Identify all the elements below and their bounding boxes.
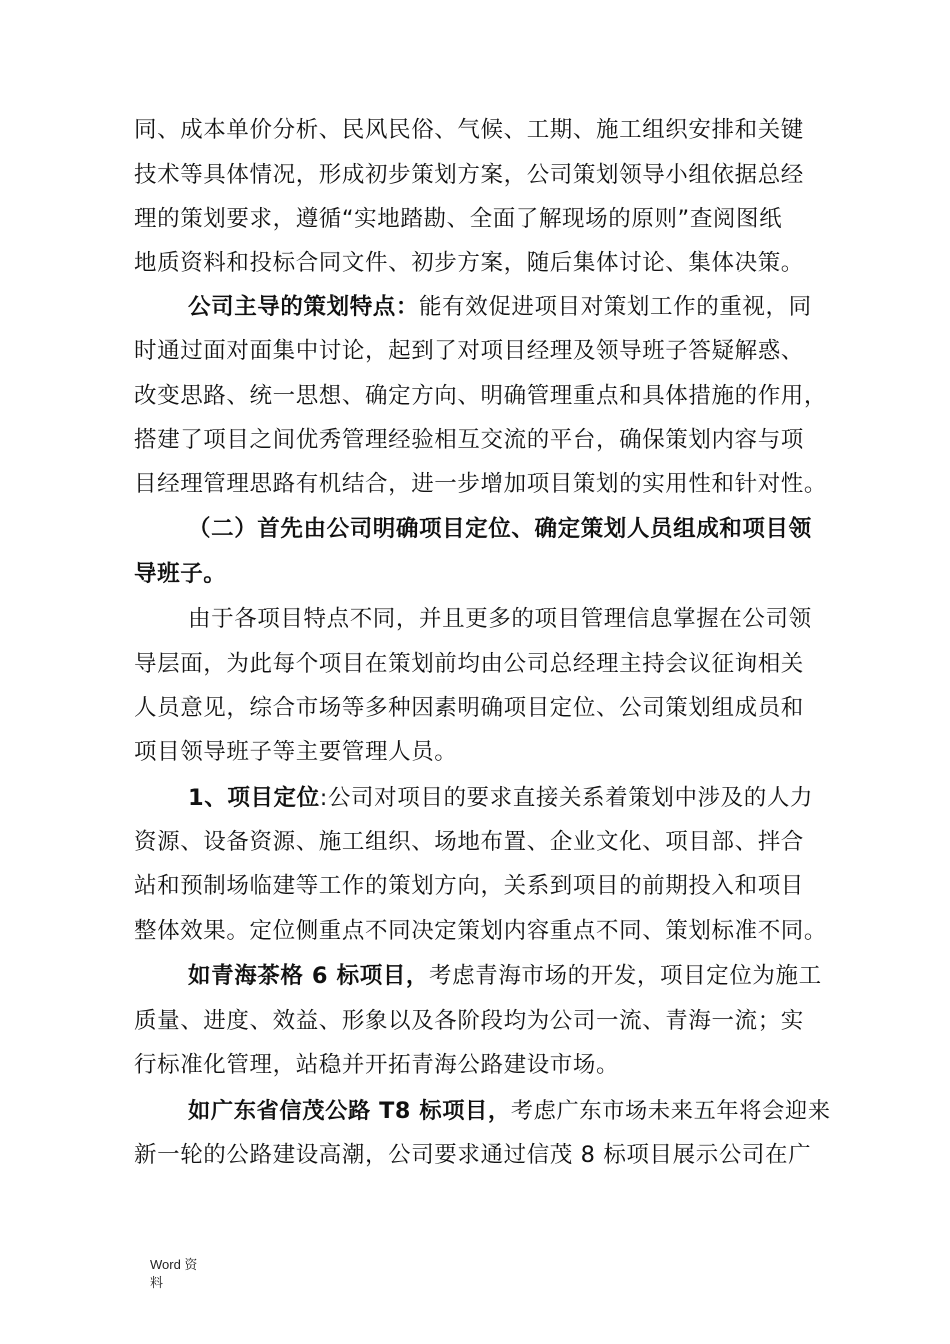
paragraph-line (188, 783, 834, 813)
section-heading-line: 导班子。 (134, 561, 227, 587)
section-heading-line: （二）首先由公司明确项目定位、确定策划人员组成和项目领 (188, 516, 812, 542)
bold-lead: 如青海茶格 6 标项目， (188, 963, 430, 989)
paragraph-line: 导层面，为此每个项目在策划前均由公司总经理主持会议征询相关 (134, 651, 804, 677)
footer-line: Word 资 (150, 1257, 198, 1272)
paragraph-line: 行标准化管理，站稳并开拓青海公路建设市场。 (134, 1052, 620, 1078)
paragraph-text: 考虑青海市场的开发，项目定位为施工 (429, 963, 822, 989)
page-footer (150, 1256, 197, 1292)
paragraph-text: 考虑广东市场未来五年将会迎来 (510, 1098, 831, 1124)
paragraph-line: 目经理管理思路有机结合，进一步增加项目策划的实用性和针对性。 (134, 471, 828, 497)
paragraph-line: 技术等具体情况，形成初步策划方案，公司策划领导小组依据总经 (134, 162, 804, 188)
paragraph-line: 站和预制场临建等工作的策划方向，关系到项目的前期投入和项目 (134, 873, 804, 899)
paragraph-line: 人员意见，综合市场等多种因素明确项目定位、公司策划组成员和 (134, 695, 804, 721)
paragraph-line: 时通过面对面集中讨论，起到了对项目经理及领导班子答疑解惑、 (134, 338, 804, 364)
paragraph-line: 改变思路、统一思想、确定方向、明确管理重点和具体措施的作用， (134, 383, 828, 409)
paragraph-line: 理的策划要求，遵循“实地踏勘、全面了解现场的原则”查阅图纸 (134, 206, 783, 232)
bold-lead: 如广东省信茂公路 T8 标项目， (188, 1098, 511, 1124)
paragraph-line: 搭建了项目之间优秀管理经验相互交流的平台，确保策划内容与项 (134, 427, 804, 453)
paragraph-line: 项目领导班子等主要管理人员。 (134, 739, 458, 765)
bold-lead: 1、项目定位 (188, 785, 320, 811)
paragraph-text: :公司对项目的要求直接关系着策划中涉及的人力 (319, 785, 814, 811)
paragraph-line: 质量、进度、效益、形象以及各阶段均为公司一流、青海一流；实 (134, 1008, 804, 1034)
footer-line: 料 (150, 1275, 164, 1290)
paragraph-line: 资源、设备资源、施工组织、场地布置、企业文化、项目部、拌合 (134, 829, 804, 855)
paragraph-line: 新一轮的公路建设高潮，公司要求通过信茂 8 标项目展示公司在广 (134, 1142, 812, 1168)
paragraph-line (188, 961, 834, 991)
paragraph-text: 能有效促进项目对策划工作的重视，同 (419, 294, 812, 320)
paragraph-line: 整体效果。定位侧重点不同决定策划内容重点不同、策划标准不同。 (134, 918, 828, 944)
paragraph-line: 同、成本单价分析、民风民俗、气候、工期、施工组织安排和关键 (134, 117, 804, 143)
paragraph-line (188, 1096, 834, 1126)
bold-lead: 公司主导的策划特点： (188, 294, 420, 320)
paragraph-line: 地质资料和投标合同文件、初步方案，随后集体讨论、集体决策。 (134, 250, 804, 276)
paragraph-line: 由于各项目特点不同，并且更多的项目管理信息掌握在公司领 (188, 606, 812, 632)
paragraph-line (188, 292, 834, 322)
